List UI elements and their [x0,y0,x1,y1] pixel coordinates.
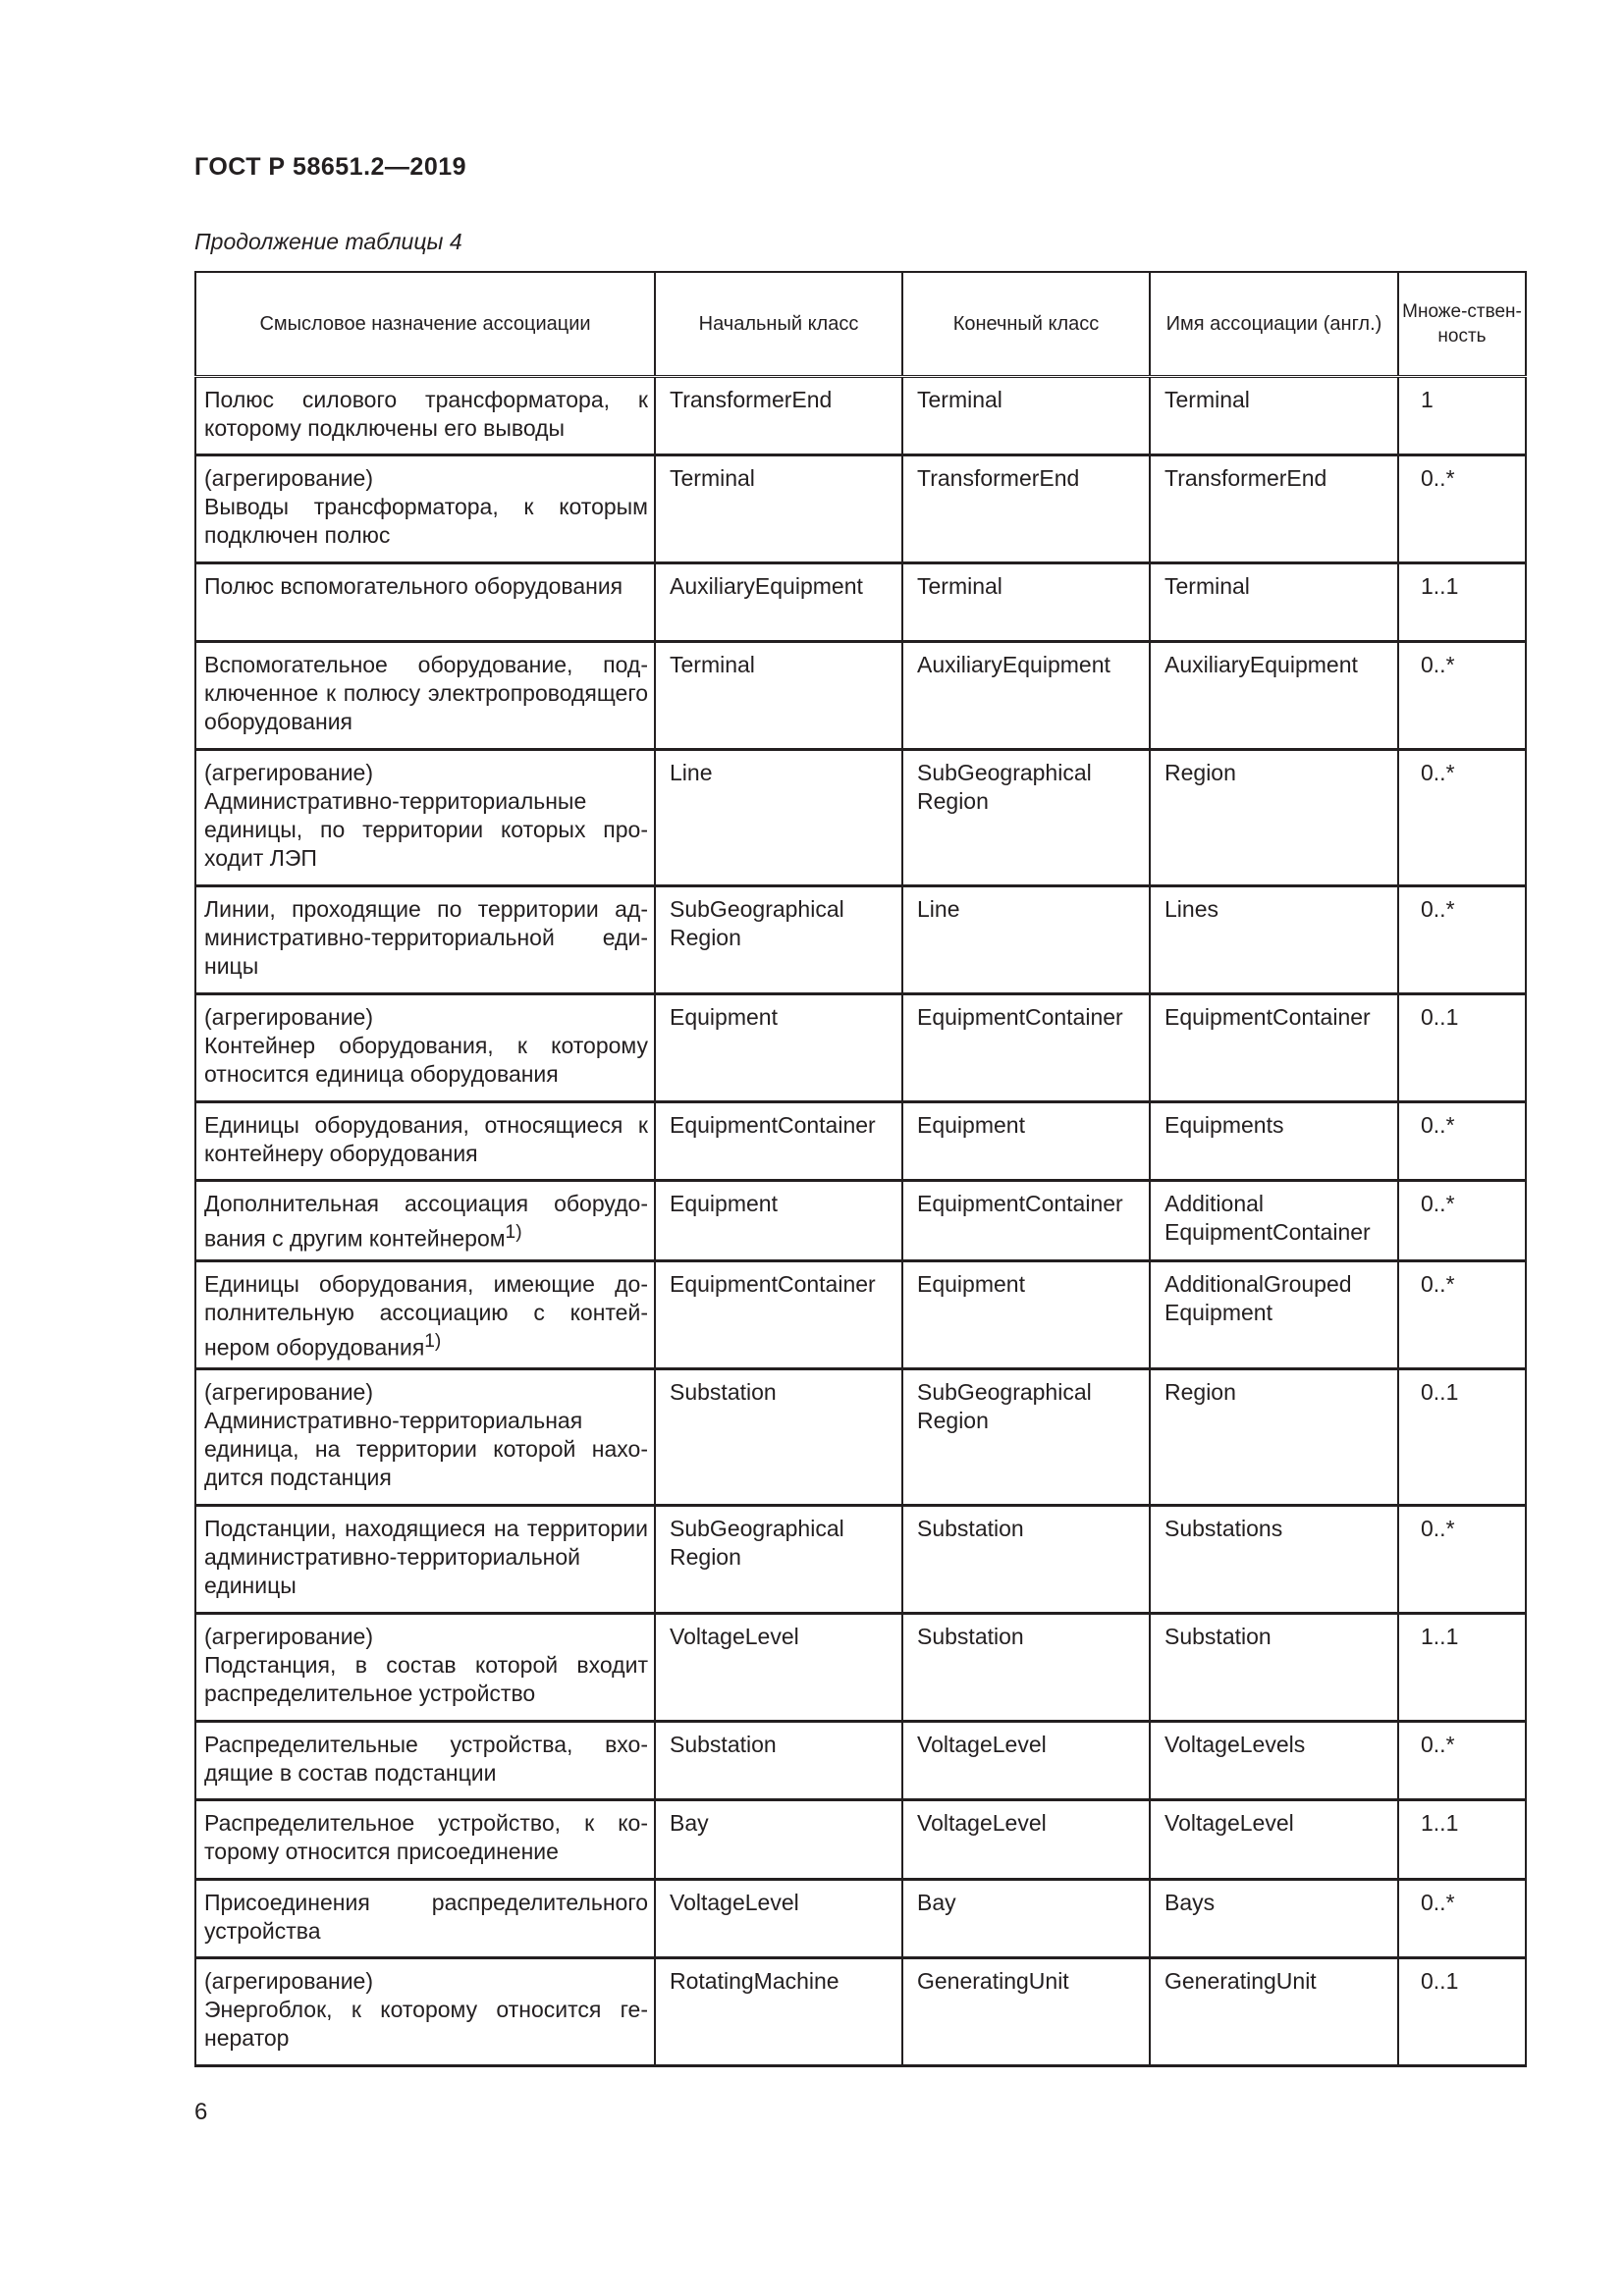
cell-start-class: VoltageLevel [655,1614,902,1722]
table-row [195,1181,1526,1261]
cell-multiplicity: 0..1 [1398,1958,1526,2066]
cell-end-class: Equipment [902,1260,1150,1369]
cell-multiplicity: 0..1 [1398,994,1526,1102]
purpose-text: Распределительные устройства, входящие в состав подстанции [204,1732,648,1787]
cell-purpose [195,377,655,455]
association-name-line: Equipment [1164,1299,1272,1325]
cell-multiplicity: 0..1 [1398,1369,1526,1506]
table-row [195,1369,1526,1506]
purpose-text: Энергоблок, к которому относится генератор [204,1997,648,2052]
cell-association-name: Terminal [1150,563,1398,642]
association-name-line: Additional [1164,1191,1265,1216]
cell-start-class: Equipment [655,1181,902,1261]
cell-start-class: VoltageLevel [655,1880,902,1958]
cell-association-name [1150,1181,1398,1261]
class-name-line: SubGeographical [670,1516,844,1542]
table-row [195,1614,1526,1722]
cell-start-class: TransformerEnd [655,377,902,455]
cell-purpose [195,994,655,1102]
cell-association-name: VoltageLevel [1150,1800,1398,1880]
cell-purpose [195,1722,655,1800]
purpose-text: Подстанции, находящиеся на территории административно-территориальной единицы [204,1516,648,1599]
cell-association-name: Bays [1150,1880,1398,1958]
cell-end-class: VoltageLevel [902,1722,1150,1800]
purpose-text: Единицы оборудования, относящиеся к контейнеру оборудования [204,1112,648,1166]
cell-association-name: Substations [1150,1506,1398,1614]
cell-purpose [195,1958,655,2066]
cell-end-class: Substation [902,1614,1150,1722]
cell-start-class: Substation [655,1722,902,1800]
purpose-text: Распределительное устройство, к которому относится присоединение [204,1810,648,1865]
cell-association-name: Region [1150,1369,1398,1506]
cell-end-class: Equipment [902,1102,1150,1181]
cell-association-name: VoltageLevels [1150,1722,1398,1800]
cell-end-class [902,1369,1150,1506]
cell-start-class [655,886,902,994]
table-caption: Продолжение таблицы 4 [194,229,462,254]
cell-association-name: Region [1150,750,1398,886]
class-name-line: SubGeographical [917,760,1092,785]
cell-start-class: Bay [655,1800,902,1880]
association-name-line: AdditionalGrouped [1164,1270,1352,1297]
cell-end-class: EquipmentContainer [902,1181,1150,1261]
cell-association-name: Terminal [1150,377,1398,455]
cell-purpose [195,642,655,750]
class-name-line: SubGeographical [917,1379,1092,1406]
purpose-text: Административно-территориальная единица, на территории которой находится подстанция [204,1408,648,1491]
purpose-text: Полюс вспомогательного оборудования [204,573,623,599]
cell-multiplicity: 0..* [1398,1102,1526,1181]
table-row [195,642,1526,750]
cell-multiplicity: 1..1 [1398,1800,1526,1880]
cell-end-class: AuxiliaryEquipment [902,642,1150,750]
cell-start-class: Equipment [655,994,902,1102]
cell-start-class: EquipmentContainer [655,1260,902,1369]
footnote-mark: 1) [424,1330,442,1352]
table-header-row [195,272,1526,377]
cell-start-class: Substation [655,1369,902,1506]
document-standard-id: ГОСТ Р 58651.2—2019 [194,153,467,181]
cell-association-name: AuxiliaryEquipment [1150,642,1398,750]
cell-start-class: RotatingMachine [655,1958,902,2066]
table-row [195,1102,1526,1181]
aggregation-label: (агрегирование) [204,1004,373,1030]
aggregation-label: (агрегирование) [204,1968,373,1995]
cell-purpose [195,886,655,994]
cell-multiplicity: 0..* [1398,1506,1526,1614]
column-header-multiplicity: Множе-ствен-ность [1398,272,1526,377]
aggregation-label: (агрегирование) [204,1624,373,1650]
cell-association-name: GeneratingUnit [1150,1958,1398,2066]
purpose-text: Единицы оборудования, имеющие дополнительную ассоциацию с контейнером оборудования [204,1270,648,1361]
cell-end-class: GeneratingUnit [902,1958,1150,2066]
cell-association-name: Lines [1150,886,1398,994]
cell-purpose [195,1506,655,1614]
class-name-line: Region [670,1544,741,1571]
cell-end-class: VoltageLevel [902,1800,1150,1880]
cell-end-class: EquipmentContainer [902,994,1150,1102]
cell-multiplicity: 0..* [1398,1880,1526,1958]
purpose-text: Дополнительная ассоциация оборудования с другим контейнером [204,1191,648,1252]
column-header-association-name: Имя ассоциации (англ.) [1150,272,1398,377]
cell-purpose [195,1880,655,1958]
page-number: 6 [194,2099,208,2125]
table-row [195,994,1526,1102]
cell-purpose [195,455,655,563]
purpose-text: Присоединения распределительного устройства [204,1890,648,1945]
column-header-end-class: Конечный класс [902,272,1150,377]
cell-purpose [195,563,655,642]
table-row [195,377,1526,455]
cell-multiplicity: 0..* [1398,886,1526,994]
cell-association-name: EquipmentContainer [1150,994,1398,1102]
cell-end-class: Line [902,886,1150,994]
cell-start-class: Line [655,750,902,886]
column-header-start-class: Начальный класс [655,272,902,377]
association-name-line: EquipmentContainer [1164,1219,1371,1245]
table-row [195,1958,1526,2066]
cell-start-class: EquipmentContainer [655,1102,902,1181]
table-row [195,750,1526,886]
aggregation-label: (агрегирование) [204,465,373,491]
cell-start-class: Terminal [655,642,902,750]
table-row [195,1800,1526,1880]
column-header-purpose: Смысловое назначение ассоциации [195,272,655,377]
cell-multiplicity: 0..* [1398,455,1526,563]
aggregation-label: (агрегирование) [204,1379,373,1406]
cell-start-class [655,1506,902,1614]
cell-purpose [195,1102,655,1181]
table-row [195,1880,1526,1958]
cell-purpose [195,1181,655,1261]
cell-multiplicity: 1..1 [1398,1614,1526,1722]
class-name-line: SubGeographical [670,896,844,922]
purpose-text: Контейнер оборудования, к которому относится единица оборудования [204,1033,648,1087]
table-body [195,377,1526,2066]
cell-end-class: TransformerEnd [902,455,1150,563]
purpose-text: Подстанция, в состав которой входит распределительное устройство [204,1652,648,1707]
cell-end-class: Terminal [902,377,1150,455]
cell-association-name: Equipments [1150,1102,1398,1181]
purpose-text: Полюс силового трансформатора, к которому подключены его выводы [204,387,648,441]
cell-end-class [902,750,1150,886]
table-row [195,563,1526,642]
class-name-line: Region [917,1408,989,1434]
cell-start-class: Terminal [655,455,902,563]
cell-association-name: Substation [1150,1614,1398,1722]
class-name-line: Region [917,788,989,814]
association-table [194,271,1527,2067]
table-row [195,1506,1526,1614]
cell-purpose [195,1260,655,1369]
cell-multiplicity: 0..* [1398,642,1526,750]
cell-purpose [195,1614,655,1722]
cell-multiplicity: 0..* [1398,750,1526,886]
cell-end-class: Terminal [902,563,1150,642]
purpose-text: Вспомогательное оборудование, подключенное к полюсу электропроводящего оборудования [204,652,648,734]
cell-purpose [195,750,655,886]
cell-end-class: Bay [902,1880,1150,1958]
cell-multiplicity: 0..* [1398,1181,1526,1261]
purpose-text: Выводы трансформатора, к которым подключен полюс [204,494,648,548]
cell-purpose [195,1369,655,1506]
purpose-text: Административно-территориальные единицы, по территории которых проходит ЛЭП [204,788,648,871]
cell-association-name [1150,1260,1398,1369]
cell-multiplicity: 0..* [1398,1722,1526,1800]
table-row [195,886,1526,994]
table-row [195,1722,1526,1800]
aggregation-label: (агрегирование) [204,760,373,785]
cell-multiplicity: 0..* [1398,1260,1526,1369]
purpose-text: Линии, проходящие по территории административно-территориальной единицы [204,896,648,979]
class-name-line: Region [670,925,741,950]
footnote-mark: 1) [505,1222,522,1243]
cell-association-name: TransformerEnd [1150,455,1398,563]
cell-start-class: AuxiliaryEquipment [655,563,902,642]
table-row [195,455,1526,563]
cell-end-class: Substation [902,1506,1150,1614]
cell-purpose [195,1800,655,1880]
table-header [195,272,1526,377]
cell-multiplicity: 1..1 [1398,563,1526,642]
table-row [195,1260,1526,1369]
cell-multiplicity: 1 [1398,377,1526,455]
